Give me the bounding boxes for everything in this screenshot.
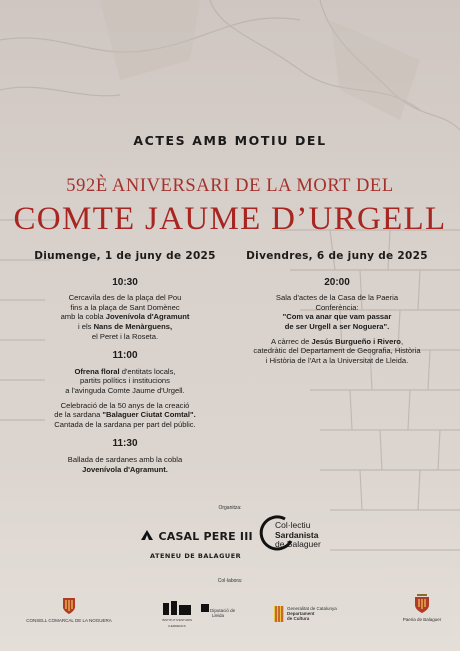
event-line: Celebració de la 50 anys de la creació: [60, 400, 190, 410]
left-day: Diumenge, 1 de juny de 2025: [34, 250, 216, 262]
subtitle: 592È ANIVERSARI DE LA MORT DEL: [66, 176, 394, 196]
speaker-bio: catedràtic del Departament de Geografia, Història: [253, 346, 421, 356]
event-line: a l'avinguda Comte Jaume d'Urgell.: [65, 385, 185, 395]
event-time: 10:30: [112, 276, 138, 288]
talk-title: de ser Urgell a ser Noguera".: [284, 321, 390, 331]
event-line: Cercavila des de la plaça del Pou: [68, 293, 182, 303]
event-line: i els Nans de Menàrguens,: [77, 321, 173, 331]
event-time: 11:00: [112, 350, 138, 362]
pretitle: ACTES AMB MOTIU DEL: [133, 133, 327, 148]
venue: Sala d'actes de la Casa de la Paeria: [275, 293, 399, 303]
casal-name: CASAL PERE III: [158, 530, 253, 543]
main-title: COMTE JAUME D’URGELL: [13, 201, 447, 237]
paeria-balaguer-logo: Paeria de Balaguer: [396, 592, 448, 622]
generalitat-logo: Generalitat de Catalunya Departament de Cultura: [274, 606, 344, 622]
left-column: [20, 252, 230, 474]
event-time: 11:30: [112, 438, 138, 450]
event-line: de la sardana "Balaguer Ciutat Comtal".: [54, 410, 196, 420]
event-line: Cantada de la sardana per part del públic.: [54, 419, 196, 429]
institut-estudis-logo: INSTITUT D'ESTUDIS ILERDENCS: [160, 600, 194, 629]
casal-sub: ATENEU DE BALAGUER: [150, 552, 242, 560]
consell-comarcal-logo: CONSELL COMARCAL DE LA NOGUERA: [14, 597, 124, 623]
diputacio-lleida-logo: Diputació de Lleida: [196, 604, 240, 618]
speaker-bio: i Història de l'Art a la Universitat de Lleida.: [265, 355, 409, 365]
event-line: partits polítics i institucions: [80, 376, 170, 386]
right-column: [232, 252, 442, 365]
casal-pere-iii-logo: [140, 527, 270, 563]
event-line: Jovenívola d'Agramunt.: [82, 464, 168, 474]
event-line: el Peret i la Roseta.: [91, 331, 159, 341]
iei-mark-icon: [162, 600, 192, 616]
senyera-icon: [274, 606, 284, 622]
speaker-line: A càrrec de Jesús Burgueño i Rivero,: [270, 336, 404, 346]
event-line: Ofrena floral d'entitats locals,: [74, 366, 176, 376]
sardana-text: Col·lectiu Sardanista de Balaguer: [275, 520, 321, 549]
talk-title: "Com va anar que vam passar: [282, 312, 392, 322]
col-labora-label: Col·labora:: [217, 578, 243, 584]
organitza-label: Organitza:: [218, 505, 242, 511]
paeria-crest-icon: [414, 592, 430, 614]
event-line: amb la cobla Jovenívola d'Agramunt: [60, 312, 190, 322]
right-day: Divendres, 6 de juny de 2025: [246, 250, 428, 262]
diputacio-mark-icon: [201, 604, 209, 612]
collectiu-sardanista-logo: [257, 513, 367, 553]
event-time: 20:00: [324, 276, 350, 288]
talk-label: Conferència:: [315, 302, 359, 312]
event-line: Ballada de sardanes amb la cobla: [67, 454, 183, 464]
crest-icon: [62, 597, 76, 615]
event-line: fins a la plaça de Sant Domènec: [70, 302, 180, 312]
header: [0, 133, 460, 237]
casal-mark-icon: [140, 529, 154, 541]
